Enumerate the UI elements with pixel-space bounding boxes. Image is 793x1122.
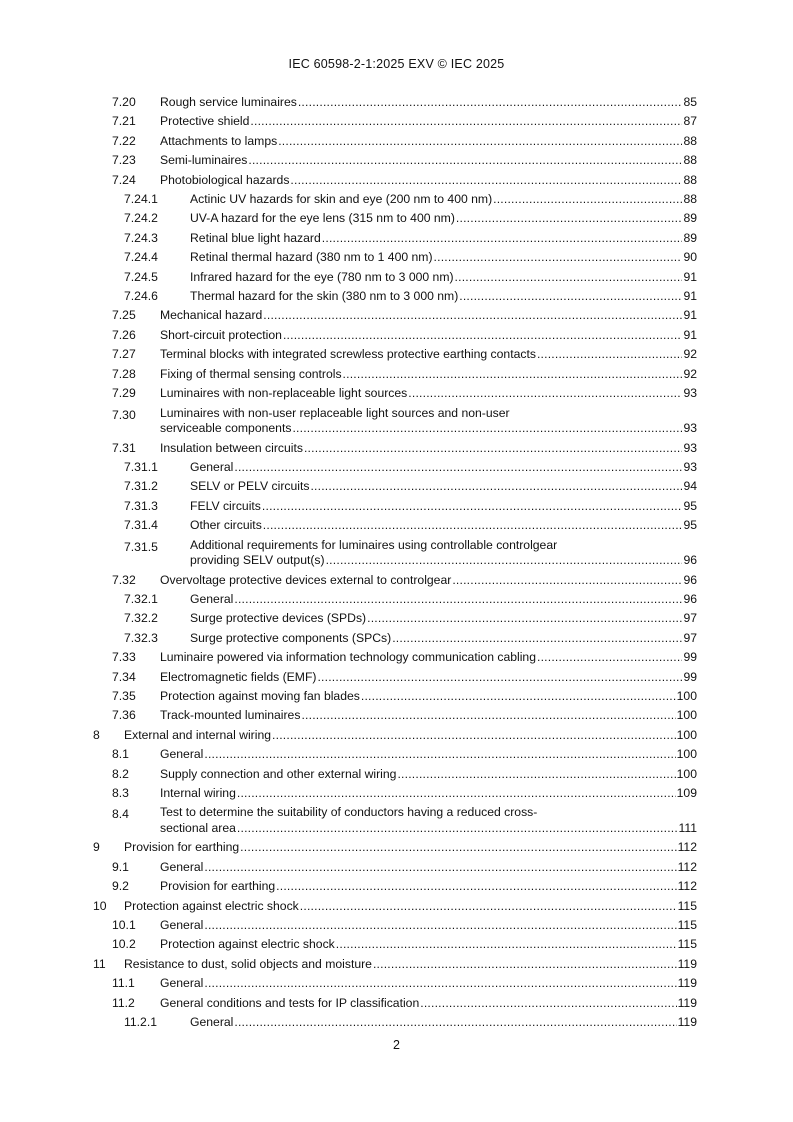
toc-entry[interactable] [0, 955, 793, 974]
toc-entry-page: 119 [677, 976, 697, 991]
toc-entry-number: 11.2.1 [124, 1015, 157, 1030]
toc-entry[interactable] [0, 151, 793, 170]
toc-entry-title: Luminaires with non-replaceable light sources [160, 386, 408, 401]
toc-entry-title: General [190, 459, 234, 474]
toc-entry[interactable] [0, 93, 793, 112]
toc-entry-page: 100 [676, 708, 697, 723]
page-number: 2 [393, 1038, 400, 1052]
toc-entry[interactable] [0, 268, 793, 287]
toc-entry-page: 97 [683, 611, 697, 626]
toc-entry-title: Attachments to lamps [160, 133, 278, 148]
toc-entry[interactable] [0, 726, 793, 745]
toc-entry-title: UV-A hazard for the eye lens (315 nm to 400 nm) [190, 211, 455, 226]
dot-leader [300, 897, 677, 916]
toc-entry-page: 93 [683, 459, 697, 474]
toc-entry-page: 115 [677, 918, 697, 933]
toc-entry-number: 11 [93, 956, 106, 971]
toc-entry-title: General [160, 747, 204, 762]
toc-entry-number: 9.1 [112, 859, 129, 874]
toc-entry-page: 92 [683, 347, 697, 362]
toc-entry-page: 88 [683, 172, 697, 187]
toc-entry[interactable] [0, 209, 793, 228]
toc-entry-page: 95 [683, 518, 697, 533]
toc-entry-page: 97 [683, 630, 697, 645]
dot-leader [373, 955, 677, 974]
dot-leader [204, 858, 676, 877]
toc-entry-number: 7.24.1 [124, 192, 158, 207]
toc-entry-title: Protection against moving fan blades [160, 688, 360, 703]
toc-entry[interactable] [0, 897, 793, 916]
dot-leader [420, 994, 676, 1013]
toc-entry[interactable] [0, 439, 793, 458]
toc-entry-title: Infrared hazard for the eye (780 nm to 3 000 nm) [190, 269, 454, 284]
toc-entry-number: 7.24.6 [124, 289, 158, 304]
toc-entry[interactable] [0, 877, 793, 896]
toc-entry-title: Supply connection and other external wiring [160, 766, 397, 781]
toc-entry[interactable] [0, 838, 793, 857]
toc-entry-title: Other circuits [190, 518, 262, 533]
toc-entry[interactable] [0, 287, 793, 306]
dot-leader [322, 229, 683, 248]
toc-entry-title: Photobiological hazards [160, 172, 290, 187]
toc-entry-title: Provision for earthing [124, 840, 240, 855]
toc-entry-title: FELV circuits [190, 498, 261, 513]
toc-entry-number: 10.2 [112, 937, 136, 952]
toc-entry[interactable] [0, 916, 793, 935]
toc-entry-page: 96 [683, 553, 697, 568]
dot-leader [240, 838, 676, 857]
toc-entry-title: Actinic UV hazards for skin and eye (200 nm to 400 nm) [190, 192, 493, 207]
toc-entry-number: 7.31.2 [124, 479, 158, 494]
toc-entry-number: 9.2 [112, 879, 129, 894]
toc-entry-number: 8.1 [112, 747, 129, 762]
toc-entry-number: 7.31.4 [124, 518, 158, 533]
toc-entry-number: 7.34 [112, 669, 136, 684]
toc-entry-number: 10 [93, 898, 107, 913]
toc-entry-title: Retinal thermal hazard (380 nm to 1 400 nm) [190, 250, 433, 265]
dot-leader [204, 974, 676, 993]
toc-entry-page: 100 [676, 688, 697, 703]
toc-entry-page: 96 [683, 572, 697, 587]
dot-leader [537, 345, 682, 364]
toc-entry-title: Protection against electric shock [124, 898, 299, 913]
toc-entry-page: 99 [683, 650, 697, 665]
toc-entry-page: 100 [676, 747, 697, 762]
toc-entry-title-continued: sectional area [160, 820, 236, 835]
dot-leader [434, 248, 683, 267]
dot-leader [237, 821, 678, 837]
toc-entry-page: 91 [683, 269, 697, 284]
toc-entry-title: Electromagnetic fields (EMF) [160, 669, 317, 684]
toc-entry-page: 89 [683, 230, 697, 245]
toc-entry-number: 7.32.3 [124, 630, 158, 645]
dot-leader [290, 171, 682, 190]
toc-entry-number: 8.3 [112, 786, 129, 800]
toc-entry-page: 119 [677, 956, 697, 971]
toc-entry-page: 115 [677, 937, 697, 952]
toc-entry-page: 92 [683, 366, 697, 381]
toc-entry-number: 11.1 [112, 976, 135, 991]
toc-entry[interactable] [0, 858, 793, 877]
toc-entry-page: 119 [677, 995, 697, 1010]
toc-entry[interactable] [0, 590, 793, 609]
dot-leader [234, 458, 682, 477]
toc-entry-title: Luminaire powered via information technology communication cabling [160, 650, 536, 665]
toc-entry[interactable] [0, 171, 793, 190]
toc-entry-page: 93 [683, 421, 697, 435]
toc-entry-number: 8 [93, 727, 100, 742]
toc-entry-page: 99 [683, 669, 697, 684]
page-header: IEC 60598-2-1:2025 EXV © IEC 2025 [288, 57, 505, 71]
toc-entry-page: 88 [683, 153, 697, 168]
dot-leader [336, 935, 677, 954]
toc-entry-page: 109 [676, 786, 697, 800]
toc-entry-title: Fixing of thermal sensing controls [160, 366, 342, 381]
toc-entry[interactable] [0, 994, 793, 1013]
toc-entry-title: External and internal wiring [124, 727, 272, 742]
toc-entry-number: 7.31.3 [124, 498, 158, 513]
dot-leader [343, 365, 683, 384]
toc-entry[interactable] [0, 935, 793, 954]
toc-entry-title: Rough service luminaires [160, 95, 297, 109]
toc-entry-number: 7.24 [112, 172, 136, 187]
toc-entry-number: 7.25 [112, 308, 136, 323]
toc-entry[interactable] [0, 306, 793, 325]
toc-entry-page: 93 [683, 386, 697, 401]
toc-entry-title: Test to determine the suitability of conductors having a reduced cross- [160, 805, 538, 820]
dot-leader [537, 648, 682, 667]
toc-entry[interactable] [0, 629, 793, 648]
toc-entry-number: 7.32.1 [124, 591, 158, 606]
toc-entry-number: 7.24.2 [124, 211, 158, 226]
toc-entry-number: 7.24.5 [124, 269, 158, 284]
toc-entry-page: 112 [677, 879, 697, 894]
toc-entry-number: 7.24.3 [124, 230, 158, 245]
dot-leader [237, 784, 676, 803]
toc-entry-number: 7.26 [112, 327, 136, 342]
toc-entry-title: Mechanical hazard [160, 308, 263, 323]
toc-entry-title: General [160, 859, 204, 874]
toc-entry-number: 7.20 [112, 95, 136, 109]
toc-entry[interactable] [0, 229, 793, 248]
toc-entry-title: Terminal blocks with integrated screwless protective earthing contacts [160, 347, 536, 362]
toc-entry-title: General [190, 1015, 234, 1030]
toc-entry-page: 112 [677, 840, 697, 855]
dot-leader [493, 190, 682, 209]
dot-leader [263, 306, 682, 325]
toc-entry[interactable] [0, 458, 793, 477]
toc-entry[interactable] [0, 571, 793, 590]
toc-entry-page: 112 [677, 859, 697, 874]
toc-entry-number: 7.29 [112, 386, 136, 401]
dot-leader [263, 516, 683, 535]
toc-entry-page: 96 [683, 591, 697, 606]
dot-leader [361, 687, 676, 706]
toc-entry-page: 91 [683, 327, 697, 342]
toc-entry-page: 87 [683, 114, 697, 129]
toc-entry-title: Luminaires with non-user replaceable light sources and non-user [160, 405, 510, 420]
toc-entry[interactable] [0, 516, 793, 535]
dot-leader [248, 151, 682, 170]
toc-entry-title: Surge protective devices (SPDs) [190, 611, 367, 626]
toc-entry-number: 7.35 [112, 688, 136, 703]
toc-entry-number: 7.36 [112, 708, 136, 723]
dot-leader [276, 877, 676, 896]
toc-entry-title: General [190, 591, 234, 606]
toc-entry-number: 9 [93, 840, 100, 855]
toc-entry-title: Insulation between circuits [160, 440, 303, 455]
toc-entry[interactable] [0, 648, 793, 667]
toc-entry-title: Additional requirements for luminaires using controllable controlgear [190, 537, 558, 552]
toc-entry-title: Short-circuit protection [160, 327, 282, 342]
toc-entry-page: 100 [676, 766, 697, 781]
toc-entry[interactable] [0, 132, 793, 151]
toc-entry[interactable] [0, 784, 793, 803]
toc-entry[interactable] [0, 974, 793, 993]
toc-entry-page: 91 [683, 289, 697, 304]
dot-leader [459, 287, 682, 306]
toc-entry-number: 7.31.1 [124, 459, 158, 474]
toc-entry-number: 7.33 [112, 650, 136, 665]
toc-entry-number: 7.23 [112, 153, 136, 168]
toc-entry-title-continued: providing SELV output(s) [190, 553, 325, 568]
toc-entry-page: 85 [683, 95, 697, 109]
toc-entry-title: Thermal hazard for the skin (380 nm to 3 000 nm) [190, 289, 459, 304]
toc-entry-title: SELV or PELV circuits [190, 479, 310, 494]
dot-leader [301, 706, 675, 725]
toc-entry[interactable] [0, 112, 793, 131]
table-of-contents [0, 93, 793, 1032]
toc-entry-number: 8.2 [112, 766, 129, 781]
toc-entry-number: 7.31 [112, 440, 136, 455]
toc-entry-page: 90 [683, 250, 697, 265]
toc-entry-page: 119 [677, 1015, 697, 1030]
dot-leader [234, 590, 682, 609]
toc-entry[interactable] [0, 406, 793, 439]
dot-leader [292, 421, 682, 437]
toc-entry[interactable] [0, 805, 793, 838]
dot-leader [283, 326, 683, 345]
toc-entry[interactable] [0, 326, 793, 345]
toc-entry-number: 7.22 [112, 133, 136, 148]
toc-entry-title: Overvoltage protective devices external to controlgear [160, 572, 452, 587]
toc-entry-title: Track-mounted luminaires [160, 708, 301, 723]
toc-entry-title: Surge protective components (SPCs) [190, 630, 392, 645]
toc-entry-title: Resistance to dust, solid objects and moisture [124, 956, 372, 971]
dot-leader [304, 439, 682, 458]
toc-entry-number: 8.4 [112, 807, 129, 822]
toc-entry[interactable] [0, 687, 793, 706]
toc-entry-page: 100 [676, 727, 697, 742]
toc-entry-title: General conditions and tests for IP classification [160, 995, 420, 1010]
toc-entry[interactable] [0, 384, 793, 403]
toc-entry-page: 111 [678, 820, 697, 835]
dot-leader [317, 668, 682, 687]
toc-entry-number: 7.30 [112, 407, 136, 422]
toc-entry-title: General [160, 918, 204, 933]
toc-entry[interactable] [0, 609, 793, 628]
toc-entry[interactable] [0, 497, 793, 516]
toc-entry-number: 7.28 [112, 366, 136, 381]
toc-entry-number: 11.2 [112, 995, 135, 1010]
toc-entry-page: 95 [683, 498, 697, 513]
dot-leader [456, 209, 683, 228]
toc-entry-page: 89 [683, 211, 697, 226]
dot-leader [204, 916, 676, 935]
toc-entry[interactable] [0, 190, 793, 209]
dot-leader [310, 477, 682, 496]
toc-entry-page: 94 [683, 479, 697, 494]
toc-entry-title: Retinal blue light hazard [190, 230, 321, 245]
toc-entry[interactable] [0, 248, 793, 267]
toc-entry-title: Provision for earthing [160, 879, 276, 894]
toc-entry-page: 88 [683, 192, 697, 207]
dot-leader [278, 132, 682, 151]
toc-entry-number: 7.21 [112, 114, 136, 129]
dot-leader [250, 112, 682, 131]
toc-entry-title: Semi-luminaires [160, 153, 248, 168]
dot-leader [298, 93, 683, 112]
toc-entry-number: 7.32 [112, 572, 136, 587]
toc-entry-page: 115 [677, 898, 697, 913]
dot-leader [326, 553, 683, 569]
toc-entry-number: 7.24.4 [124, 250, 158, 265]
toc-entry[interactable] [0, 538, 793, 571]
toc-entry-number: 10.1 [112, 918, 136, 933]
dot-leader [452, 571, 682, 590]
toc-entry[interactable] [0, 765, 793, 784]
toc-entry-page: 88 [683, 133, 697, 148]
toc-entry-title: Protection against electric shock [160, 937, 335, 952]
dot-leader [367, 609, 682, 628]
toc-entry-page: 93 [683, 440, 697, 455]
dot-leader [234, 1013, 676, 1032]
toc-entry-title: Protective shield [160, 114, 250, 129]
dot-leader [455, 268, 683, 287]
toc-entry-number: 7.31.5 [124, 539, 158, 554]
toc-entry-title-continued: serviceable components [160, 421, 292, 435]
toc-entry[interactable] [0, 1013, 793, 1032]
dot-leader [262, 497, 683, 516]
toc-entry-title: Internal wiring [160, 786, 236, 800]
toc-entry[interactable] [0, 477, 793, 496]
toc-entry[interactable] [0, 745, 793, 764]
dot-leader [272, 726, 676, 745]
toc-entry[interactable] [0, 668, 793, 687]
dot-leader [392, 629, 682, 648]
toc-entry[interactable] [0, 365, 793, 384]
toc-entry[interactable] [0, 345, 793, 364]
toc-entry-title: General [160, 976, 204, 991]
toc-entry-number: 7.32.2 [124, 611, 158, 626]
toc-entry-page: 91 [683, 308, 697, 323]
dot-leader [204, 745, 675, 764]
toc-entry-number: 7.27 [112, 347, 136, 362]
toc-entry[interactable] [0, 706, 793, 725]
dot-leader [397, 765, 675, 784]
dot-leader [408, 384, 682, 403]
